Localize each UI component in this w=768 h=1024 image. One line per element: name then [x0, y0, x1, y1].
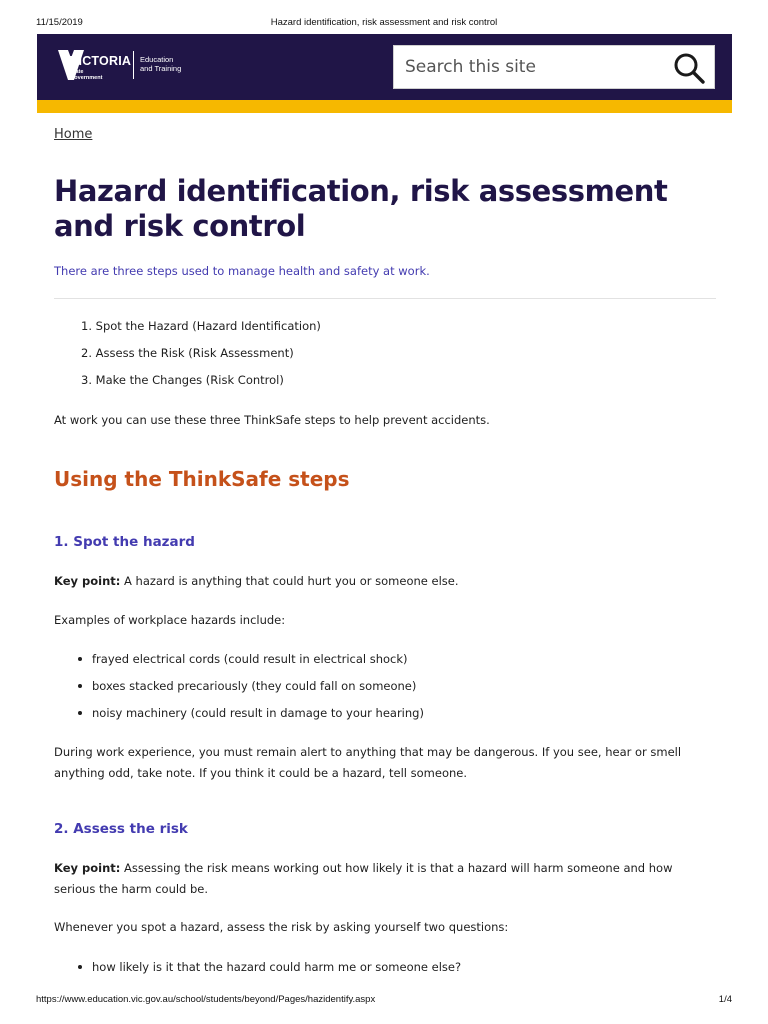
list-item: how likely is it that the hazard could harm me or someone else?: [78, 959, 461, 986]
advice-paragraph: During work experience, you must remain alert to anything that may be dangerous. If you see, hear or smell anything odd, take note. If you think it could be a hazard, tell someone.: [54, 745, 682, 780]
section-heading: Using the ThinkSafe steps: [54, 467, 350, 491]
search-button[interactable]: [672, 51, 706, 85]
site-search: [393, 45, 715, 89]
page-title: Hazard identification, risk assessment and risk control: [54, 174, 668, 243]
print-footer: [0, 990, 768, 1010]
key-point-label: Key point:: [54, 861, 121, 875]
victoria-government-logo[interactable]: [58, 48, 198, 84]
logo-wordmark: VICTORIA: [70, 54, 132, 68]
list-item: frayed electrical cords (could result in electrical shock): [78, 651, 424, 678]
list-item: 3. Make the Changes (Risk Control): [81, 373, 284, 387]
list-item: boxes stacked precariously (they could fall on someone): [78, 678, 424, 705]
questions-intro: Whenever you spot a hazard, assess the risk by asking yourself two questions:: [54, 920, 509, 934]
search-input[interactable]: [394, 46, 656, 88]
department-name: Education and Training: [140, 55, 182, 73]
logo-divider: [133, 51, 134, 79]
list-item: noisy machinery (could result in damage to your hearing): [78, 705, 424, 732]
logo-subtext: State Government: [70, 69, 103, 81]
print-header: [0, 0, 768, 34]
examples-intro: Examples of workplace hazards include:: [54, 613, 286, 627]
print-page-number: 1/4: [718, 994, 732, 1005]
banner-accent-stripe: [37, 100, 732, 113]
risk-questions-list: [78, 959, 461, 986]
breadcrumb-home-link[interactable]: Home: [54, 127, 93, 142]
print-date: 11/15/2019: [36, 17, 83, 28]
divider: [54, 298, 716, 299]
key-point-hazard: Key point: A hazard is anything that could hurt you or someone else.: [54, 574, 459, 588]
hazard-examples-list: [78, 651, 424, 732]
search-icon: [672, 51, 706, 85]
print-url: https://www.education.vic.gov.au/school/students/beyond/Pages/hazidentify.aspx: [36, 994, 376, 1005]
steps-list: [78, 318, 321, 399]
subheading-spot-hazard: 1. Spot the hazard: [54, 534, 195, 550]
subheading-assess-risk: 2. Assess the risk: [54, 821, 188, 837]
key-point-risk: Key point: Assessing the risk means working out how likely it is that a hazard will harm someone and how serious the harm could be.: [54, 861, 673, 896]
page-intro: There are three steps used to manage health and safety at work.: [54, 264, 430, 278]
steps-summary: At work you can use these three ThinkSafe steps to help prevent accidents.: [54, 413, 490, 427]
key-point-label: Key point:: [54, 574, 121, 588]
list-item: 1. Spot the Hazard (Hazard Identification): [81, 319, 321, 333]
list-item: 2. Assess the Risk (Risk Assessment): [81, 346, 294, 360]
print-page-title: Hazard identification, risk assessment and risk control: [270, 17, 498, 28]
